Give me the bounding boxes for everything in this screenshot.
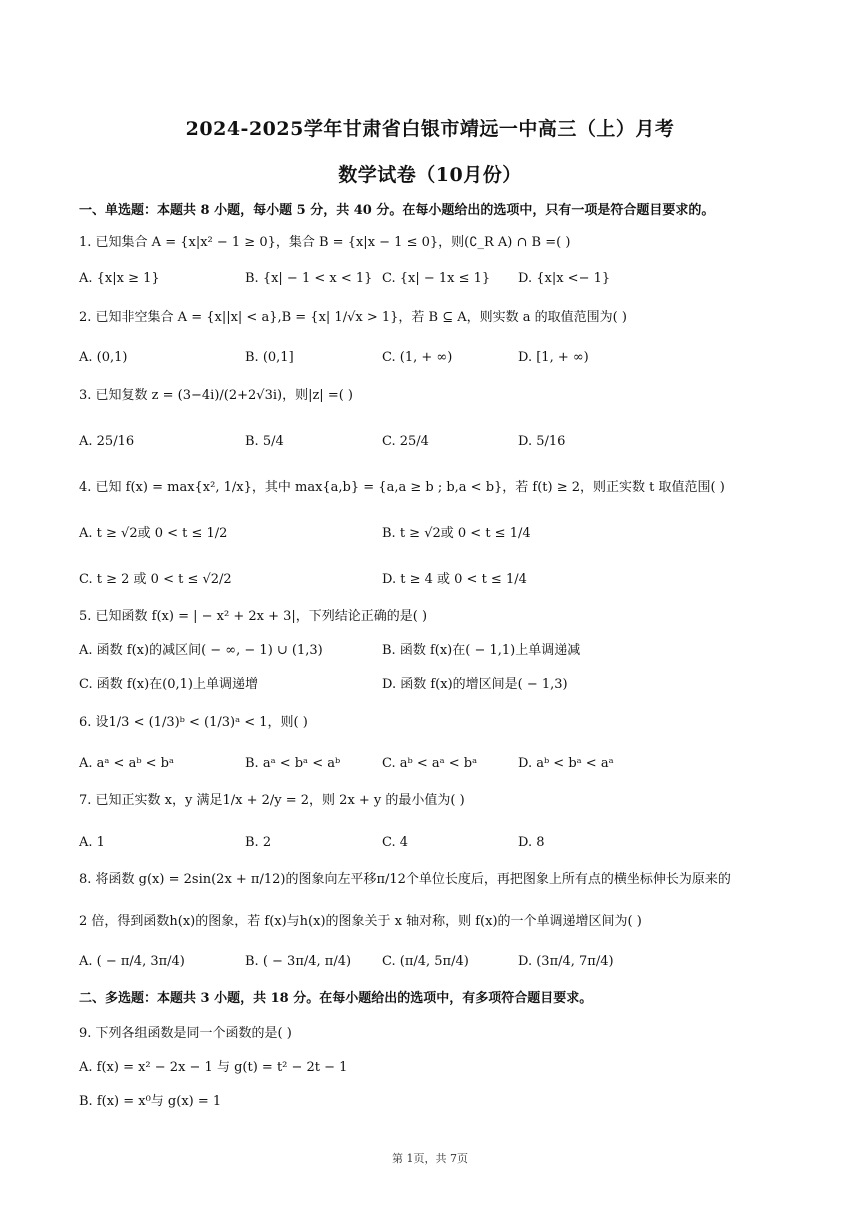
question-6-option-b: B. aᵃ < bᵃ < aᵇ — [245, 756, 341, 771]
question-8-option-a: A. ( − π/4, 3π/4) — [79, 954, 185, 969]
section-heading-single-choice: 一、单选题：本题共 8 小题，每小题 5 分，共 40 分。在每小题给出的选项中，只有一项是符合题目要求的。 — [79, 203, 715, 218]
page-footer: 第 1页，共 7页 — [392, 1152, 468, 1165]
question-9-option-a: A. f(x) = x² − 2x − 1 与 g(t) = t² − 2t − 1 — [79, 1060, 348, 1075]
question-7-option-a: A. 1 — [79, 835, 105, 850]
question-5-option-d: D. 函数 f(x)的增区间是( − 1,3) — [382, 677, 568, 692]
question-5-option-b: B. 函数 f(x)在( − 1,1)上单调递减 — [382, 643, 581, 658]
question-3-option-b: B. 5/4 — [245, 434, 284, 449]
question-4-option-b: B. t ≥ √2或 0 < t ≤ 1/4 — [382, 526, 531, 541]
question-3-option-c: C. 25/4 — [382, 434, 429, 449]
question-5-stem: 5. 已知函数 f(x) = | − x² + 2x + 3|，下列结论正确的是( ) — [79, 609, 428, 624]
question-7-stem: 7. 已知正实数 x，y 满足1/x + 2/y = 2，则 2x + y 的最小值为( ) — [79, 793, 465, 808]
section-heading-multiple-choice: 二、多选题：本题共 3 小题，共 18 分。在每小题给出的选项中，有多项符合题目要求。 — [79, 991, 593, 1006]
question-1-stem: 1. 已知集合 A = {x|x² − 1 ≥ 0}，集合 B = {x|x − 1 ≤ 0}，则(∁_R A) ∩ B =( ) — [79, 235, 571, 250]
question-2-option-c: C. (1, + ∞) — [382, 350, 453, 365]
question-7-option-b: B. 2 — [245, 835, 272, 850]
question-3-option-d: D. 5/16 — [518, 434, 566, 449]
question-2-option-a: A. (0,1) — [79, 350, 128, 365]
question-2-stem: 2. 已知非空集合 A = {x||x| < a},B = {x| 1/√x > 1}，若 B ⊆ A，则实数 a 的取值范围为( ) — [79, 310, 627, 325]
exam-subtitle: 数学试卷（10月份） — [338, 164, 522, 186]
question-8-stem-line-1: 8. 将函数 g(x) = 2sin(2x + π/12)的图象向左平移π/12个单位长度后，再把图象上所有点的横坐标伸长为原来的 — [79, 872, 731, 887]
question-7-option-d: D. 8 — [518, 835, 545, 850]
question-8-option-c: C. (π/4, 5π/4) — [382, 954, 469, 969]
question-2-option-b: B. (0,1] — [245, 350, 294, 365]
question-5-option-c: C. 函数 f(x)在(0,1)上单调递增 — [79, 677, 258, 692]
question-4-stem: 4. 已知 f(x) = max{x², 1/x}，其中 max{a,b} = {a,a ≥ b ; b,a < b}，若 f(t) ≥ 2，则正实数 t 取值范围( ) — [79, 480, 725, 495]
question-8-stem-line-2: 2 倍，得到函数h(x)的图象，若 f(x)与h(x)的图象关于 x 轴对称，则 f(x)的一个单调递增区间为( ) — [79, 914, 642, 929]
question-6-option-a: A. aᵃ < aᵇ < bᵃ — [79, 756, 175, 771]
question-1-option-c: C. {x| − 1x ≤ 1} — [382, 271, 491, 286]
question-7-option-c: C. 4 — [382, 835, 409, 850]
question-1-option-a: A. {x|x ≥ 1} — [79, 271, 160, 286]
question-5-option-a: A. 函数 f(x)的减区间( − ∞, − 1) ∪ (1,3) — [79, 643, 323, 658]
question-6-option-d: D. aᵇ < bᵃ < aᵃ — [518, 756, 614, 771]
question-6-option-c: C. aᵇ < aᵃ < bᵃ — [382, 756, 478, 771]
question-2-option-d: D. [1, + ∞) — [518, 350, 589, 365]
question-6-stem: 6. 设1/3 < (1/3)ᵇ < (1/3)ᵃ < 1，则( ) — [79, 715, 308, 730]
exam-title: 2024-2025学年甘肃省白银市靖远一中高三（上）月考 — [185, 118, 675, 140]
question-4-option-a: A. t ≥ √2或 0 < t ≤ 1/2 — [79, 526, 228, 541]
question-8-option-d: D. (3π/4, 7π/4) — [518, 954, 614, 969]
question-9-option-b: B. f(x) = x⁰与 g(x) = 1 — [79, 1094, 222, 1109]
question-3-option-a: A. 25/16 — [79, 434, 135, 449]
question-9-stem: 9. 下列各组函数是同一个函数的是( ) — [79, 1026, 292, 1041]
question-8-option-b: B. ( − 3π/4, π/4) — [245, 954, 352, 969]
question-4-option-c: C. t ≥ 2 或 0 < t ≤ √2/2 — [79, 572, 232, 587]
question-4-option-d: D. t ≥ 4 或 0 < t ≤ 1/4 — [382, 572, 527, 587]
question-3-stem: 3. 已知复数 z = (3−4i)/(2+2√3i)，则|z| =( ) — [79, 388, 353, 403]
question-1-option-d: D. {x|x <− 1} — [518, 271, 611, 286]
question-1-option-b: B. {x| − 1 < x < 1} — [245, 271, 373, 286]
